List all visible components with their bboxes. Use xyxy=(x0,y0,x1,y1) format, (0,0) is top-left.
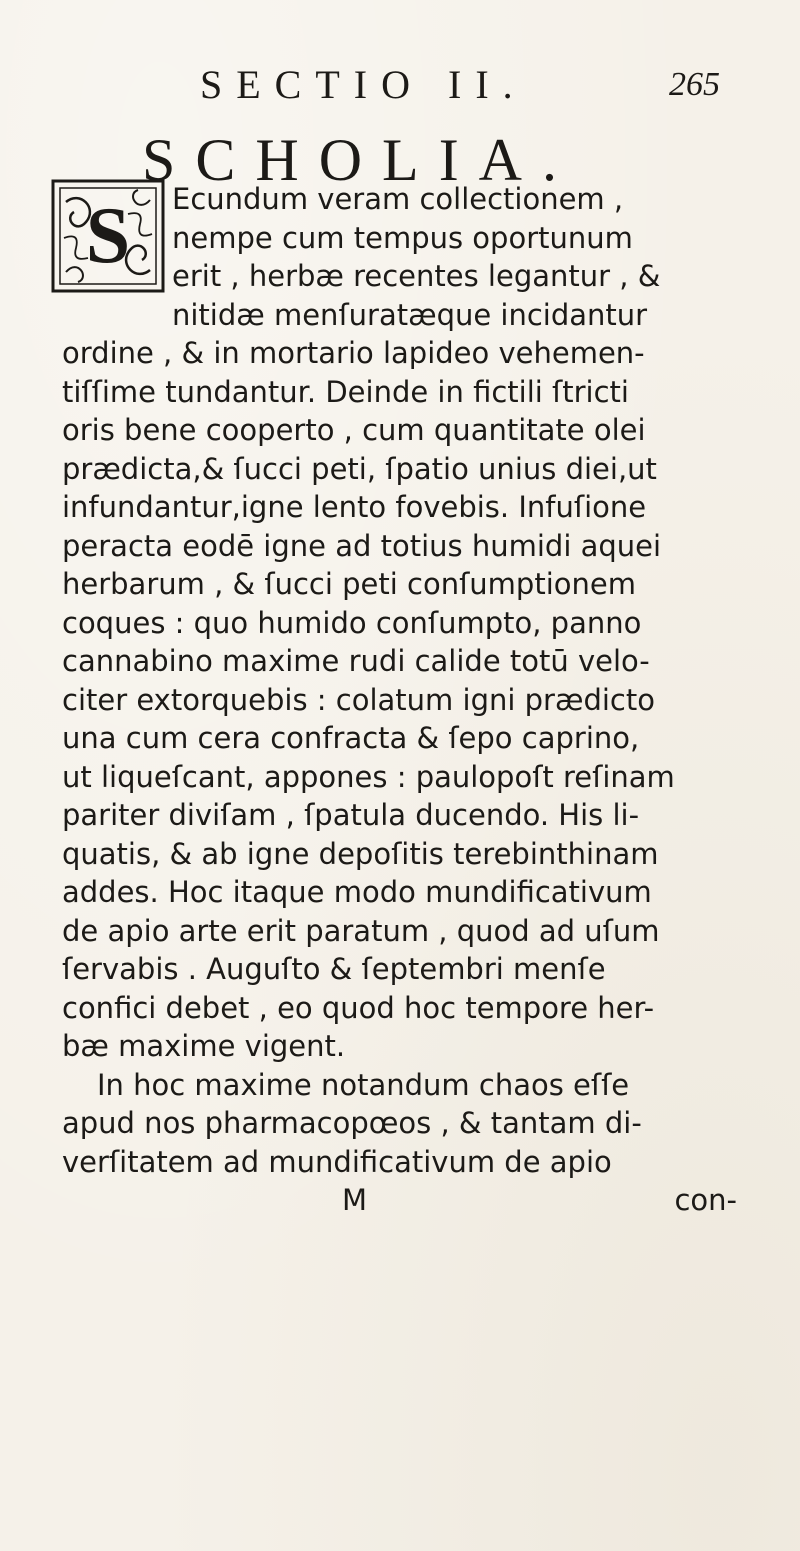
text-line: ut liqueſcant, appones : paulopoſt reſinam xyxy=(62,759,675,794)
text-line: In hoc maxime notandum chaos eſſe xyxy=(97,1067,630,1102)
text-line: herbarum , & ſucci peti conſumptionem xyxy=(62,567,636,601)
text-line: confici debet , eo quod hoc tempore her- xyxy=(62,990,655,1025)
text-line: de apio arte erit paratum , quod ad uſum xyxy=(62,913,660,948)
text-line: addes. Hoc itaque modo mundificativum xyxy=(62,875,652,909)
text-line: ſervabis . Auguſto & ſeptembri menſe xyxy=(62,952,606,986)
text-line: Ecundum veram collectionem , xyxy=(172,182,624,216)
text-line: cannabino maxime rudi calide totū velo- xyxy=(62,644,650,678)
text-line: peracta eodē igne ad totius humidi aquei xyxy=(62,528,662,563)
text-line: nempe cum tempus oportunum xyxy=(172,220,633,255)
text-line: una cum cera confracta & ſepo caprino, xyxy=(62,721,640,755)
text-line: oris bene cooperto , cum quantitate olei xyxy=(62,413,646,447)
text-line: prædicta,& ſucci peti, ſpatio unius diei,ut xyxy=(62,451,657,486)
catchword: con- xyxy=(674,1183,737,1217)
text-line: infundantur,igne lento fovebis. Infuſione xyxy=(62,490,647,524)
scholia-heading: SCHOLIA. xyxy=(142,127,578,193)
text-line: tiſſime tundantur. Deinde in fictili ſtricti xyxy=(62,374,629,409)
text-line: nitidæ menſuratæque incidantur xyxy=(172,297,648,332)
initial-letter: S xyxy=(85,192,131,280)
text-line: coques : quo humido conſumpto, panno xyxy=(62,605,642,640)
page-footer xyxy=(62,1181,742,1220)
text-line: ordine , & in mortario lapideo vehemen- xyxy=(62,336,645,370)
running-head xyxy=(200,55,720,115)
text-line: quatis, & ab igne depoſitis terebinthinam xyxy=(62,836,659,871)
text-line: verſitatem ad mundificativum de apio xyxy=(62,1144,612,1179)
signature-mark: M xyxy=(342,1183,368,1217)
text-line: erit , herbæ recentes legantur , & xyxy=(172,259,661,293)
text-line: pariter diviſam , ſpatula ducendo. His li- xyxy=(62,798,640,832)
body-text xyxy=(62,180,742,1220)
text-line: bæ maxime vigent. xyxy=(62,1029,346,1063)
page-number: 265 xyxy=(669,66,720,103)
text-line: citer extorquebis : colatum igni prædicto xyxy=(62,682,655,717)
text-line: apud nos pharmacopœos , & tantam di- xyxy=(62,1106,642,1140)
section-title: SECTIO II. xyxy=(200,62,527,107)
